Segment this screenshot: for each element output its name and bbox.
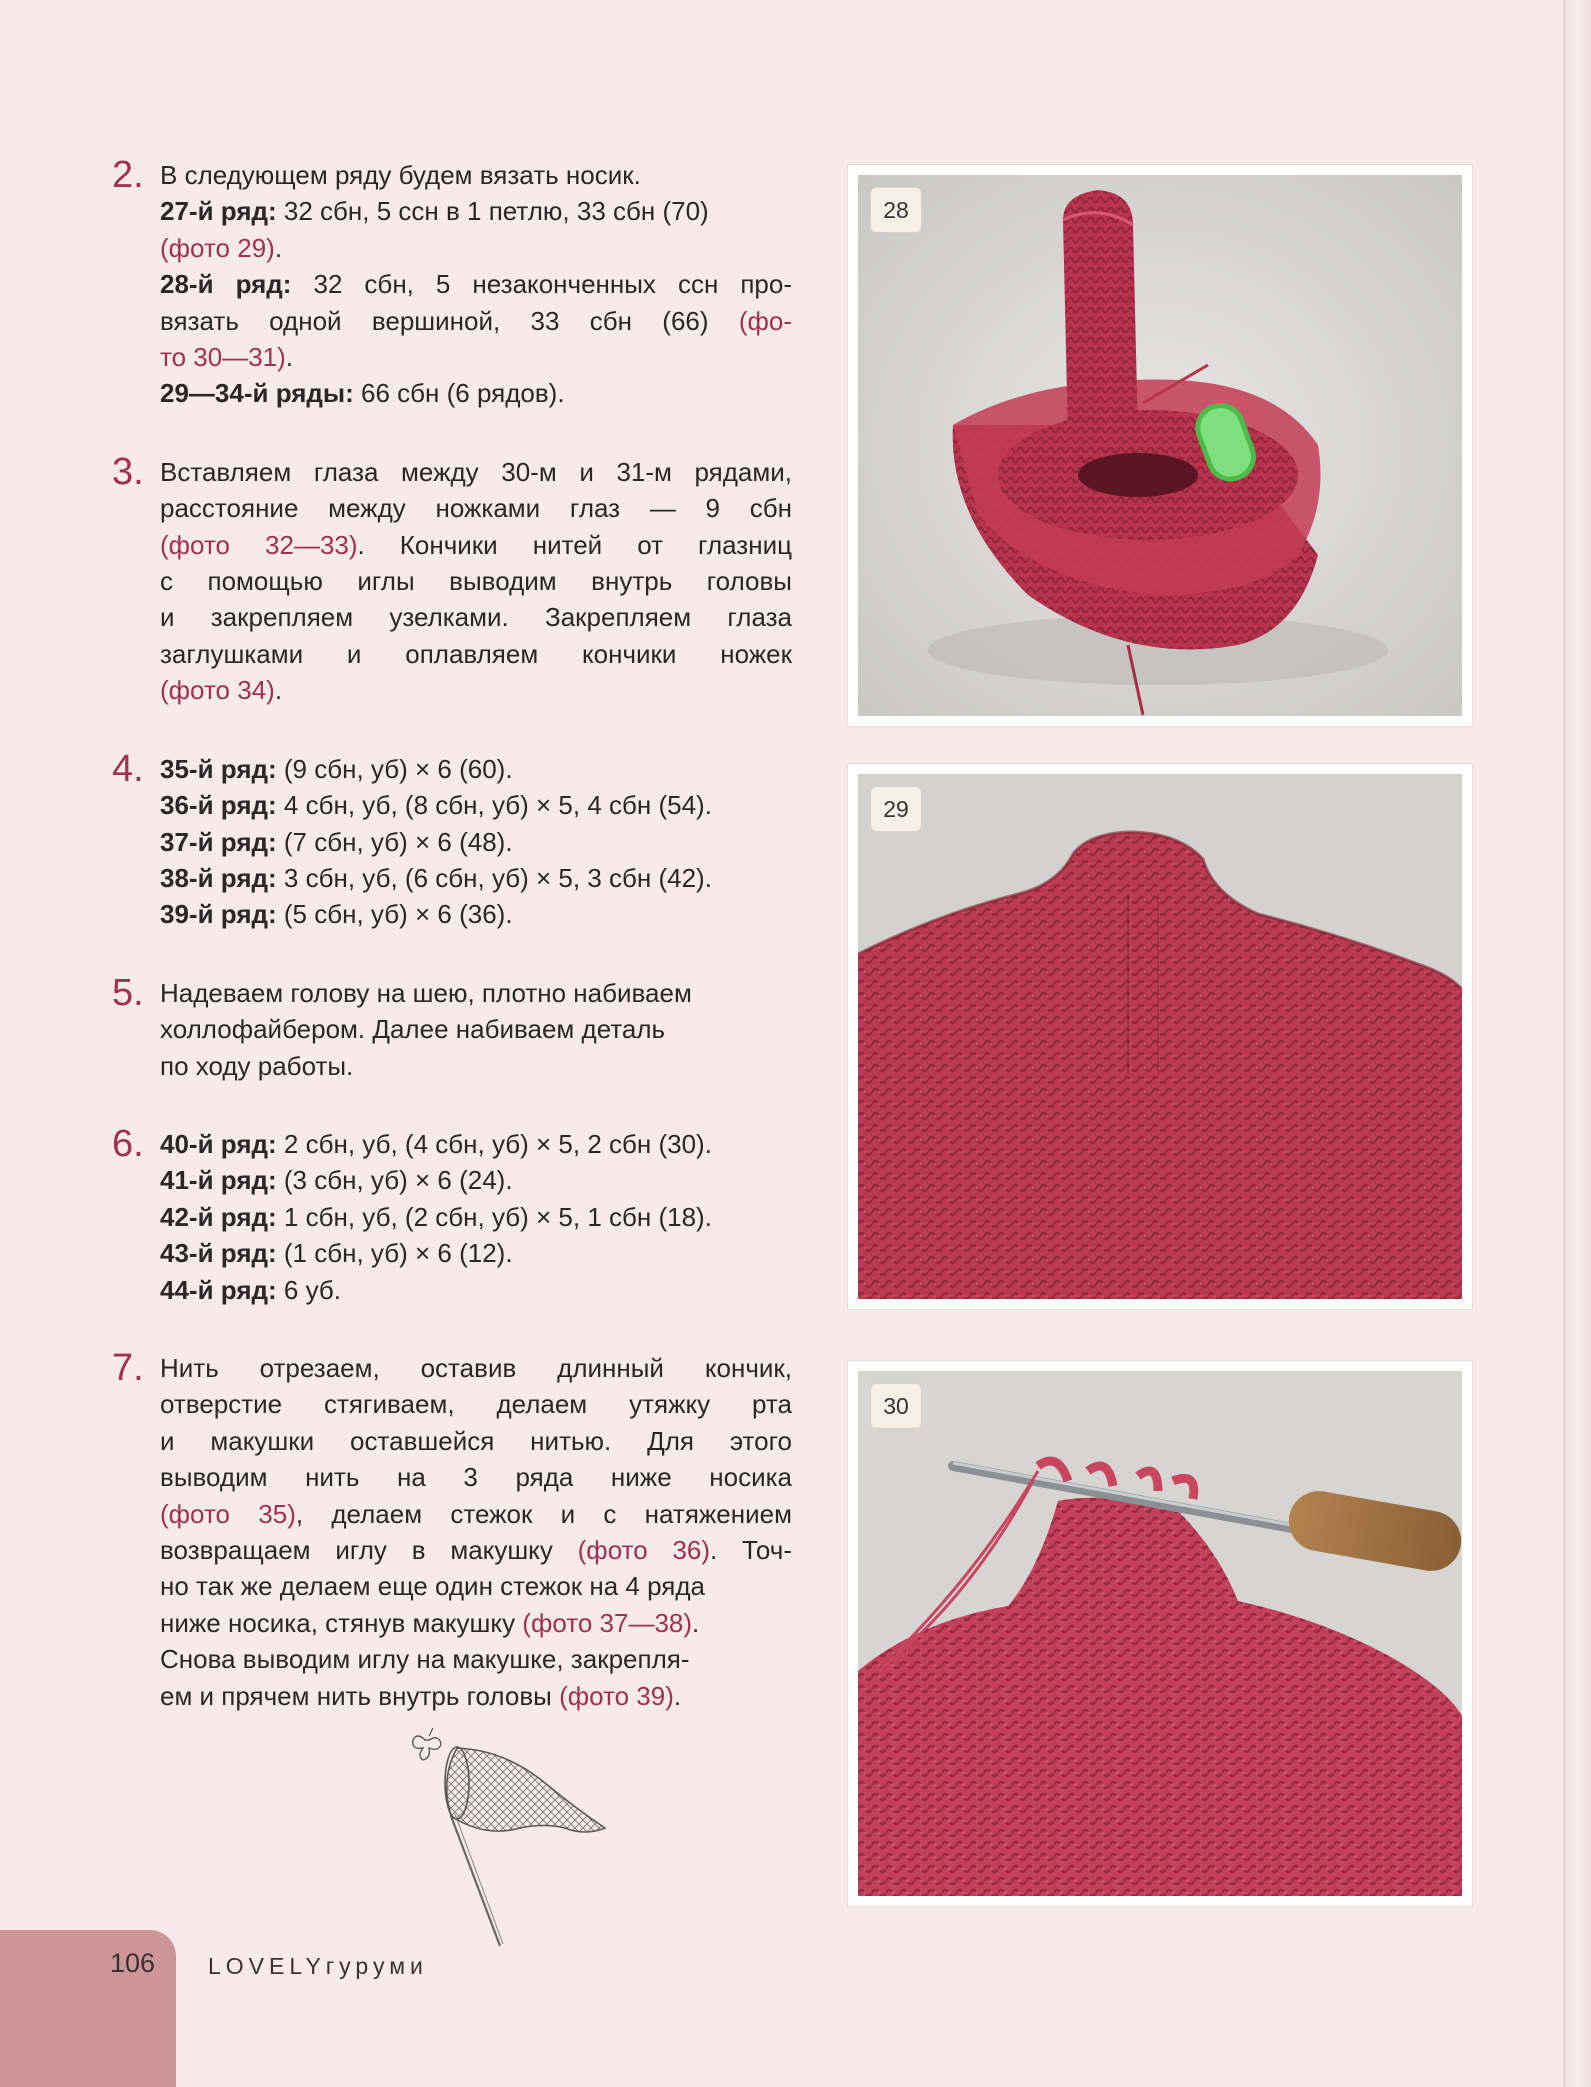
instruction-text: Надеваем голову на шею, плотно набиваем <box>160 977 692 1008</box>
butterfly-net-doodle-icon <box>395 1728 635 1958</box>
instruction-line <box>160 1641 792 1677</box>
instruction-text: . <box>274 675 283 706</box>
instruction-line <box>160 563 792 599</box>
instruction-line <box>160 527 792 563</box>
crochet-nose-bump-image <box>858 774 1462 1299</box>
instruction-line <box>160 1386 792 1422</box>
step-3 <box>112 450 792 709</box>
instruction-line <box>160 1162 792 1198</box>
instruction-line <box>160 157 792 193</box>
instruction-line <box>160 339 792 375</box>
instruction-text: . <box>285 342 294 373</box>
instruction-text: . <box>673 1680 682 1711</box>
step-number: 4. <box>112 747 144 790</box>
instruction-line <box>160 230 792 266</box>
instruction-line <box>160 1496 792 1532</box>
instruction-text: расстояние между ножками глаз — 9 сбн <box>160 493 792 524</box>
step-body <box>160 157 792 412</box>
instruction-line <box>160 1423 792 1459</box>
instruction-line <box>160 1350 792 1386</box>
step-5 <box>112 971 792 1084</box>
photo-number-badge: 28 <box>870 187 922 233</box>
instructions-column <box>112 154 792 1756</box>
instruction-line <box>160 1459 792 1495</box>
instruction-line <box>160 860 792 896</box>
instruction-line <box>160 193 792 229</box>
photo-reference: (фото 32—33) <box>160 529 358 560</box>
row-label: 42-й ряд: <box>160 1201 277 1232</box>
row-label: 38-й ряд: <box>160 862 277 893</box>
instruction-text: ниже носика, стянув макушку <box>160 1607 523 1638</box>
row-label: 36-й ряд: <box>160 790 277 821</box>
photo-29 <box>848 764 1472 1309</box>
instruction-text: но так же делаем еще один стежок на 4 ряда <box>160 1571 705 1602</box>
row-label: 27-й ряд: <box>160 196 277 227</box>
book-brand: LOVELYгуруми <box>208 1953 428 1979</box>
photo-28 <box>848 165 1472 726</box>
instruction-line <box>160 1532 792 1568</box>
instruction-line <box>160 266 792 302</box>
instruction-text: возвращаем иглу в макушку <box>160 1535 578 1565</box>
photo-reference: (фото 34) <box>160 675 275 706</box>
instruction-text: 1 сбн, уб, (2 сбн, уб) × 5, 1 сбн (18). <box>276 1201 712 1232</box>
instruction-text: заглушками и оплавляем кончики ножек <box>160 638 792 669</box>
instruction-text: по ходу работы. <box>160 1050 354 1081</box>
instruction-line <box>160 896 792 932</box>
instruction-text: Нить отрезаем, оставив длинный кончик, <box>160 1352 792 1383</box>
instruction-text: с помощью иглы выводим внутрь головы <box>160 566 792 597</box>
row-label: 29—34-й ряды: <box>160 378 354 409</box>
step-number: 2. <box>112 154 144 196</box>
photo-reference: (фото 37—38) <box>522 1607 693 1638</box>
instruction-text: Снова выводим иглу на макушке, закрепля- <box>160 1644 690 1675</box>
instruction-line <box>160 1199 792 1235</box>
instruction-text: 4 сбн, уб, (8 сбн, уб) × 5, 4 сбн (54). <box>276 790 712 821</box>
instruction-text: . <box>692 1607 700 1638</box>
row-label: 43-й ряд: <box>160 1238 277 1269</box>
photo-reference: (фото 36) <box>577 1535 711 1565</box>
step-number: 7. <box>112 1346 144 1389</box>
row-label: 39-й ряд: <box>160 899 277 930</box>
instruction-line <box>160 1126 792 1162</box>
instruction-line <box>160 1048 792 1084</box>
instruction-text: . <box>274 232 283 263</box>
step-body <box>160 454 792 709</box>
instruction-line <box>160 672 792 708</box>
instruction-text: вязать одной вершиной, 33 сбн (66) <box>160 305 739 336</box>
instruction-line <box>160 751 792 787</box>
instruction-text: (7 сбн, уб) × 6 (48). <box>276 826 513 857</box>
instruction-text: холлофайбером. Далее набиваем деталь <box>160 1014 666 1045</box>
step-number: 3. <box>112 450 144 493</box>
row-label: 37-й ряд: <box>160 826 277 857</box>
instruction-text: 3 сбн, уб, (6 сбн, уб) × 5, 3 сбн (42). <box>276 862 712 893</box>
instruction-line <box>160 599 792 635</box>
photo-reference: (фото 39) <box>559 1680 674 1711</box>
crochet-tube-with-stitch-marker-image <box>858 175 1462 716</box>
instruction-text: 2 сбн, уб, (4 сбн, уб) × 5, 2 сбн (30). <box>276 1128 712 1159</box>
step-number: 6. <box>112 1122 144 1165</box>
instruction-line <box>160 1568 792 1604</box>
crochet-hook-with-loops-image <box>858 1371 1462 1896</box>
instruction-text: (1 сбн, уб) × 6 (12). <box>276 1238 513 1269</box>
step-body <box>160 751 792 933</box>
row-label: 28-й ряд: <box>160 269 292 300</box>
step-number: 5. <box>112 971 144 1014</box>
row-label: 41-й ряд: <box>160 1165 277 1196</box>
row-label: 35-й ряд: <box>160 753 277 784</box>
instruction-text: . Кончики нитей от глазниц <box>357 529 792 560</box>
page-number: 106 <box>110 1948 156 1978</box>
photo-number-badge: 30 <box>870 1383 922 1429</box>
instruction-text: 6 уб. <box>276 1274 341 1305</box>
instruction-text: 66 сбн (6 рядов). <box>353 378 565 409</box>
instruction-text: Вставляем глаза между 30-м и 31-м рядами, <box>160 456 792 487</box>
instruction-line <box>160 975 792 1011</box>
photo-30 <box>848 1361 1472 1906</box>
step-7 <box>112 1346 792 1714</box>
instruction-line <box>160 303 792 339</box>
instruction-text: (5 сбн, уб) × 6 (36). <box>276 899 513 930</box>
photo-reference: (фо- <box>738 305 792 336</box>
instruction-line <box>160 787 792 823</box>
instruction-line <box>160 1235 792 1271</box>
step-6 <box>112 1122 792 1308</box>
photo-reference: то 30—31) <box>160 342 286 373</box>
instruction-text: и макушки оставшейся нитью. Для этого <box>160 1425 792 1456</box>
step-2 <box>112 154 792 412</box>
instruction-line <box>160 375 792 411</box>
step-body <box>160 1126 792 1308</box>
photo-reference: (фото 29) <box>160 232 275 263</box>
instruction-text: В следующем ряду будем вязать носик. <box>160 160 641 190</box>
instruction-text: и закрепляем узелками. Закрепляем глаза <box>160 602 792 633</box>
instruction-line <box>160 1605 792 1641</box>
instruction-line <box>160 824 792 860</box>
row-label: 40-й ряд: <box>160 1128 277 1159</box>
instruction-line <box>160 636 792 672</box>
instruction-text: ем и прячем нить внутрь головы <box>160 1680 560 1711</box>
instruction-line <box>160 454 792 490</box>
photo-number-badge: 29 <box>870 786 922 832</box>
instruction-text: 32 сбн, 5 незаконченных ссн про- <box>291 269 792 300</box>
instruction-text: выводим нить на 3 ряда ниже носика <box>160 1462 792 1493</box>
instruction-line <box>160 1272 792 1308</box>
step-body <box>160 1350 792 1714</box>
page-edge <box>1565 0 1591 2087</box>
photo-reference: (фото 35) <box>160 1498 296 1529</box>
instruction-text: 32 сбн, 5 ссн в 1 петлю, 33 сбн (70) <box>276 196 709 227</box>
instruction-text: (9 сбн, уб) × 6 (60). <box>276 753 513 784</box>
step-4 <box>112 747 792 933</box>
step-body <box>160 975 792 1084</box>
instruction-text: отверстие стягиваем, делаем утяжку рта <box>160 1389 792 1420</box>
instruction-line <box>160 1678 792 1714</box>
instruction-line <box>160 1011 792 1047</box>
instruction-text: . Точ- <box>710 1535 792 1565</box>
instruction-text: , делаем стежок и с натяжением <box>295 1498 792 1529</box>
instruction-line <box>160 490 792 526</box>
instruction-text: (3 сбн, уб) × 6 (24). <box>276 1165 513 1196</box>
row-label: 44-й ряд: <box>160 1274 277 1305</box>
